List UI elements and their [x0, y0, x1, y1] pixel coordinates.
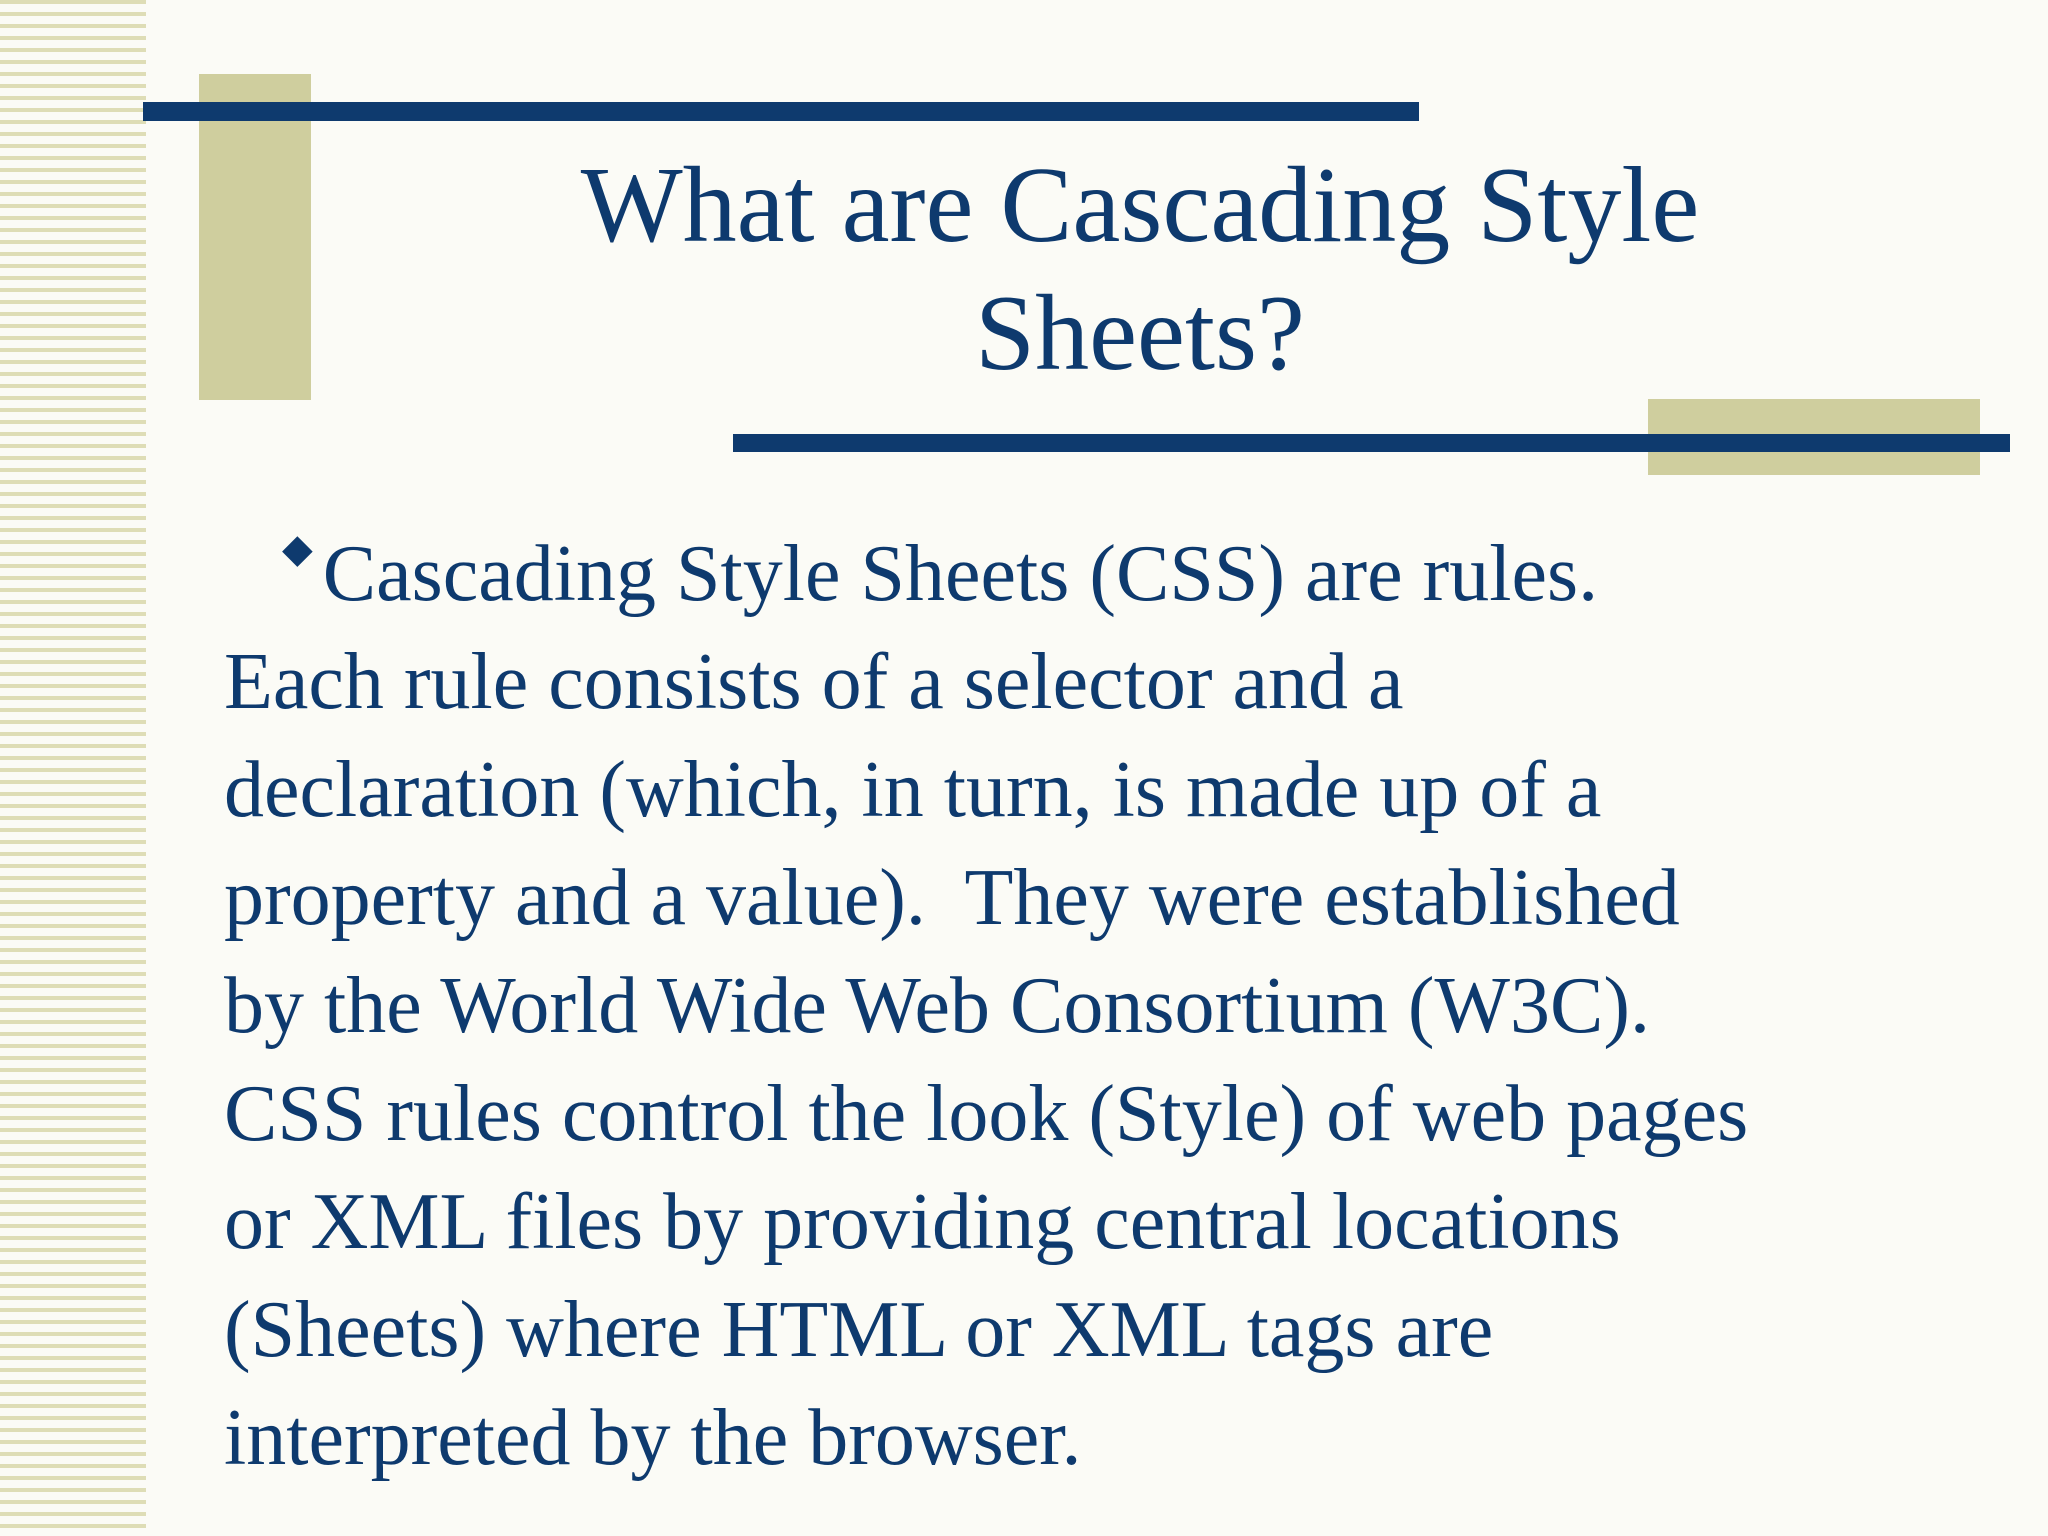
bullet-paragraph	[224, 520, 2004, 1492]
body-line: CSS rules control the look (Style) of web pages	[224, 1070, 1749, 1158]
title-underline-rule	[733, 434, 2010, 452]
diamond-bullet-icon: ◆	[282, 526, 313, 571]
left-stripe-decoration	[0, 0, 146, 1536]
accent-block-top-left	[199, 74, 311, 400]
bullet-first-line	[224, 520, 2004, 628]
body-line: declaration (which, in turn, is made up of a	[224, 746, 1602, 834]
top-rule-line	[143, 102, 1419, 121]
body-line: property and a value). They were established	[224, 854, 1680, 942]
body-line: Each rule consists of a selector and a	[224, 638, 1404, 726]
body-line: Cascading Style Sheets (CSS) are rules.	[322, 530, 1599, 618]
body-line: (Sheets) where HTML or XML tags are	[224, 1286, 1494, 1374]
body-line: or XML files by providing central locations	[224, 1178, 1621, 1266]
body-line: by the World Wide Web Consortium (W3C).	[224, 962, 1650, 1050]
slide-title: What are Cascading Style Sheets?	[580, 146, 1700, 393]
body-line: interpreted by the browser.	[224, 1394, 1082, 1482]
